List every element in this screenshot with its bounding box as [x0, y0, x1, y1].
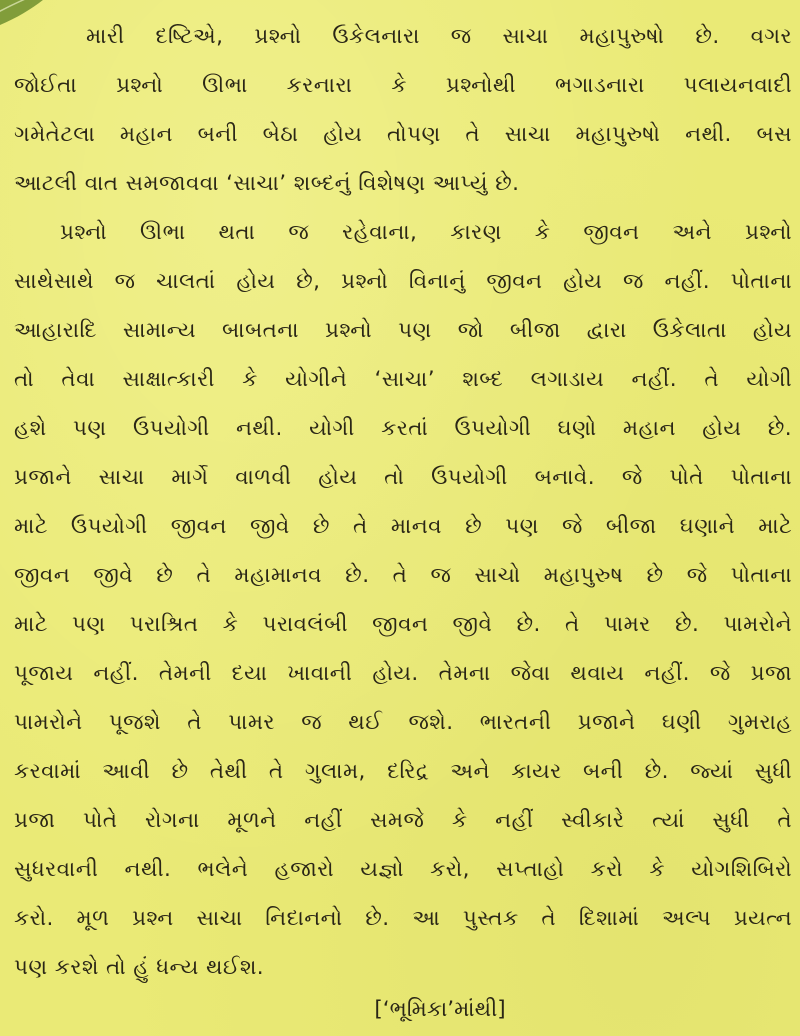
- text-line: પ્રશ્નો ઊભા થતા જ રહેવાના, કારણ કે જીવન અને પ્રશ્નો: [60, 220, 792, 245]
- text-line: પૂજાય નહીં. તેમની દયા ખાવાની હોય. તેમના જેવા થવાય નહીં. જે પ્રજા: [14, 661, 792, 686]
- source-citation: [0, 990, 800, 1030]
- paragraph-1: [14, 12, 792, 208]
- text-line: માટે ઉપયોગી જીવન જીવે છે તે માનવ છે પણ જે બીજા ઘણાને માટે: [14, 514, 792, 539]
- text-line: જોઈતા પ્રશ્નો ઊભા કરનારા કે પ્રશ્નોથી ભગાડનારા પલાયનવાદી: [14, 73, 792, 98]
- text-line: પામરોને પૂજશે તે પામર જ થઈ જશે. ભારતની પ્રજાને ઘણી ગુમરાહ: [14, 710, 792, 735]
- text-line: જીવન જીવે છે તે મહામાનવ છે. તે જ સાચો મહાપુરુષ છે જે પોતાના: [14, 563, 792, 588]
- text-line: તો તેવા સાક્ષાત્કારી કે યોગીને ‘સાચા’ શબ્દ લગાડાય નહીં. તે યોગી: [14, 367, 792, 392]
- paragraph-2: [14, 208, 792, 992]
- text-line: પ્રજાને સાચા માર્ગે વાળવી હોય તો ઉપયોગી બનાવે. જે પોતે પોતાના: [14, 465, 792, 490]
- body-text: [14, 12, 792, 992]
- text-line: પણ કરશે તો હું ધન્ય થઈશ.: [14, 955, 265, 980]
- text-line: ગમેતેટલા મહાન બની બેઠા હોય તોપણ તે સાચા મહાપુરુષો નથી. બસ: [14, 122, 792, 147]
- text-line: આટલી વાત સમજાવવા ‘સાચા’ શબ્દનું વિશેષણ આપ્યું છે.: [14, 171, 520, 196]
- text-line: માટે પણ પરાશ્રિત કે પરાવલંબી જીવન જીવે છે. તે પામર છે. પામરોને: [14, 612, 792, 637]
- text-line: કરવામાં આવી છે તેથી તે ગુલામ, દરિદ્ર અને કાયર બની છે. જ્યાં સુધી: [14, 759, 792, 784]
- text-line: હશે પણ ઉપયોગી નથી. યોગી કરતાં ઉપયોગી ઘણો મહાન હોય છે.: [14, 416, 792, 441]
- text-line: પ્રજા પોતે રોગના મૂળને નહીં સમજે કે નહીં સ્વીકારે ત્યાં સુધી તે: [14, 808, 792, 833]
- text-line: સાથેસાથે જ ચાલતાં હોય છે, પ્રશ્નો વિનાનું જીવન હોય જ નહીં. પોતાના: [14, 269, 792, 294]
- text-line: આહારાદિ સામાન્ય બાબતના પ્રશ્નો પણ જો બીજા દ્વારા ઉકેલાતા હોય: [14, 318, 792, 343]
- text-line: કરો. મૂળ પ્રશ્ન સાચા નિદાનનો છે. આ પુસ્તક તે દિશામાં અલ્પ પ્રયત્ન: [14, 906, 792, 931]
- source-label: [‘ભૂમિકા’માંથી]: [374, 997, 506, 1022]
- text-line: મારી દષ્ટિએ, પ્રશ્નો ઉકેલનારા જ સાચા મહાપુરુષો છે. વગર: [86, 24, 792, 49]
- text-line: સુધરવાની નથી. ભલેને હજારો યજ્ઞો કરો, સપ્તાહો કરો કે યોગશિબિરો: [14, 857, 792, 882]
